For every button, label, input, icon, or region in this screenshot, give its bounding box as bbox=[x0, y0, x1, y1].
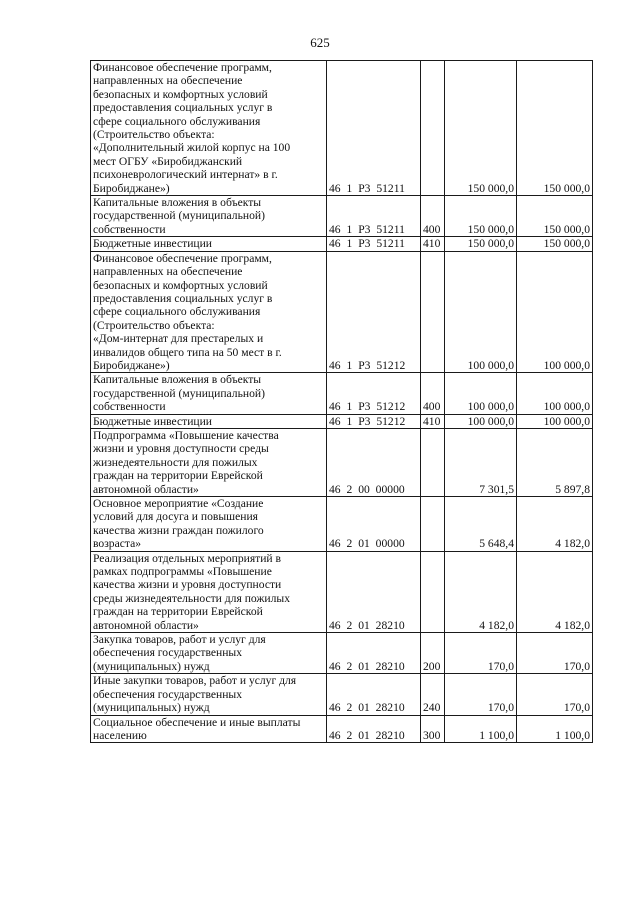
amount-year-2: 150 000,0 bbox=[517, 237, 593, 251]
row-description bbox=[91, 633, 327, 674]
amount-year-1: 150 000,0 bbox=[445, 237, 517, 251]
description-line: государственной (муниципальной) bbox=[93, 386, 265, 400]
amount-year-2: 100 000,0 bbox=[517, 373, 593, 414]
description-line: обеспечения государственных bbox=[93, 646, 243, 660]
description-line: Капитальные вложения в объекты bbox=[93, 373, 262, 387]
amount-year-1: 170,0 bbox=[445, 674, 517, 715]
amount-year-1: 150 000,0 bbox=[445, 61, 517, 196]
table-row bbox=[91, 251, 593, 373]
description-line: граждан на территории Еврейской bbox=[93, 469, 263, 483]
amount-year-1: 7 301,5 bbox=[445, 428, 517, 496]
description-line: (муниципальных) нужд bbox=[93, 701, 210, 715]
expense-type: 240 bbox=[421, 674, 445, 715]
description-line: качества жизни и уровня доступности bbox=[93, 578, 282, 592]
description-line: Закупка товаров, работ и услуг для bbox=[93, 633, 266, 647]
description-line: предоставления социальных услуг в bbox=[93, 291, 273, 305]
description-line: Бюджетные инвестиции bbox=[93, 237, 213, 251]
expense-type bbox=[421, 61, 445, 196]
amount-year-1: 1 100,0 bbox=[445, 715, 517, 743]
row-description bbox=[91, 551, 327, 632]
description-line: граждан на территории Еврейской bbox=[93, 605, 263, 619]
row-description bbox=[91, 497, 327, 552]
table-row bbox=[91, 373, 593, 414]
target-code: 46 1 P3 51211 bbox=[327, 61, 421, 196]
target-code: 46 1 P3 51212 bbox=[327, 373, 421, 414]
description-line: жизнедеятельности для пожилых bbox=[93, 455, 258, 469]
amount-year-2: 150 000,0 bbox=[517, 196, 593, 237]
table-row bbox=[91, 551, 593, 632]
target-code: 46 2 01 28210 bbox=[327, 674, 421, 715]
description-line: собственности bbox=[93, 400, 166, 414]
expense-type bbox=[421, 497, 445, 552]
expense-type bbox=[421, 251, 445, 373]
description-line: (Строительство объекта: bbox=[93, 128, 215, 142]
expense-type bbox=[421, 551, 445, 632]
description-line: условий для досуга и повышения bbox=[93, 510, 258, 524]
amount-year-2: 4 182,0 bbox=[517, 551, 593, 632]
description-line: автономной области» bbox=[93, 618, 199, 632]
description-line: Биробиджане») bbox=[93, 358, 170, 372]
row-description bbox=[91, 61, 327, 196]
description-line: Реализация отдельных мероприятий в bbox=[93, 551, 282, 565]
table-row bbox=[91, 428, 593, 496]
table-row bbox=[91, 61, 593, 196]
description-line: мест ОГБУ «Биробиджанский bbox=[93, 154, 243, 168]
description-line: обеспечения государственных bbox=[93, 687, 243, 701]
row-description bbox=[91, 196, 327, 237]
target-code: 46 1 P3 51212 bbox=[327, 251, 421, 373]
page-number: 625 bbox=[310, 35, 330, 50]
amount-year-2: 100 000,0 bbox=[517, 251, 593, 373]
expense-type: 410 bbox=[421, 237, 445, 251]
description-line: «Дом-интернат для престарелых и bbox=[93, 332, 264, 346]
description-line: автономной области» bbox=[93, 482, 199, 496]
description-line: Финансовое обеспечение программ, bbox=[93, 61, 272, 74]
target-code: 46 1 P3 51211 bbox=[327, 237, 421, 251]
amount-year-1: 150 000,0 bbox=[445, 196, 517, 237]
description-line: Биробиджане») bbox=[93, 181, 170, 195]
description-line: возраста» bbox=[93, 537, 142, 551]
row-description bbox=[91, 373, 327, 414]
target-code: 46 2 01 28210 bbox=[327, 715, 421, 743]
target-code: 46 1 P3 51211 bbox=[327, 196, 421, 237]
description-line: безопасных и комфортных условий bbox=[93, 87, 268, 101]
row-description bbox=[91, 251, 327, 373]
table-row bbox=[91, 497, 593, 552]
amount-year-2: 170,0 bbox=[517, 633, 593, 674]
target-code: 46 2 00 00000 bbox=[327, 428, 421, 496]
amount-year-2: 100 000,0 bbox=[517, 414, 593, 428]
description-line: качества жизни граждан пожилого bbox=[93, 523, 264, 537]
description-line: «Дополнительный жилой корпус на 100 bbox=[93, 141, 291, 155]
table-row bbox=[91, 674, 593, 715]
table-row bbox=[91, 237, 593, 251]
amount-year-2: 170,0 bbox=[517, 674, 593, 715]
expense-type: 400 bbox=[421, 373, 445, 414]
expense-type: 300 bbox=[421, 715, 445, 743]
amount-year-1: 4 182,0 bbox=[445, 551, 517, 632]
budget-table bbox=[90, 60, 593, 743]
target-code: 46 2 01 28210 bbox=[327, 633, 421, 674]
description-line: Социальное обеспечение и иные выплаты bbox=[93, 715, 301, 729]
amount-year-2: 5 897,8 bbox=[517, 428, 593, 496]
table-row bbox=[91, 715, 593, 743]
target-code: 46 1 P3 51212 bbox=[327, 414, 421, 428]
amount-year-2: 1 100,0 bbox=[517, 715, 593, 743]
table-row bbox=[91, 196, 593, 237]
row-description bbox=[91, 715, 327, 743]
expense-type: 400 bbox=[421, 196, 445, 237]
amount-year-1: 100 000,0 bbox=[445, 251, 517, 373]
description-line: населению bbox=[93, 728, 147, 742]
row-description bbox=[91, 414, 327, 428]
description-line: Финансовое обеспечение программ, bbox=[93, 251, 272, 265]
amount-year-1: 100 000,0 bbox=[445, 373, 517, 414]
row-description bbox=[91, 428, 327, 496]
description-line: (Строительство объекта: bbox=[93, 318, 215, 332]
table-row bbox=[91, 414, 593, 428]
description-line: среды жизнедеятельности для пожилых bbox=[93, 591, 290, 605]
description-line: жизни и уровня доступности среды bbox=[93, 442, 269, 456]
amount-year-1: 100 000,0 bbox=[445, 414, 517, 428]
description-line: сфере социального обслуживания bbox=[93, 305, 261, 319]
description-line: (муниципальных) нужд bbox=[93, 659, 210, 673]
budget-table-body bbox=[91, 61, 593, 743]
expense-type bbox=[421, 428, 445, 496]
description-line: собственности bbox=[93, 222, 166, 236]
amount-year-1: 170,0 bbox=[445, 633, 517, 674]
description-line: безопасных и комфортных условий bbox=[93, 278, 268, 292]
table-row bbox=[91, 633, 593, 674]
row-description bbox=[91, 674, 327, 715]
description-line: Основное мероприятие «Создание bbox=[93, 497, 264, 510]
description-line: инвалидов общего типа на 50 мест в г. bbox=[93, 345, 282, 359]
row-description bbox=[91, 237, 327, 251]
target-code: 46 2 01 28210 bbox=[327, 551, 421, 632]
amount-year-1: 5 648,4 bbox=[445, 497, 517, 552]
amount-year-2: 150 000,0 bbox=[517, 61, 593, 196]
expense-type: 410 bbox=[421, 414, 445, 428]
expense-type: 200 bbox=[421, 633, 445, 674]
description-line: направленных на обеспечение bbox=[93, 74, 243, 88]
description-line: Иные закупки товаров, работ и услуг для bbox=[93, 674, 297, 688]
description-line: Бюджетные инвестиции bbox=[93, 414, 213, 428]
description-line: государственной (муниципальной) bbox=[93, 209, 265, 223]
description-line: предоставления социальных услуг в bbox=[93, 101, 273, 115]
description-line: направленных на обеспечение bbox=[93, 265, 243, 279]
amount-year-2: 4 182,0 bbox=[517, 497, 593, 552]
description-line: психоневрологический интернат» в г. bbox=[93, 168, 278, 182]
description-line: Капитальные вложения в объекты bbox=[93, 196, 262, 210]
description-line: рамках подпрограммы «Повышение bbox=[93, 565, 272, 579]
description-line: Подпрограмма «Повышение качества bbox=[93, 428, 279, 442]
description-line: сфере социального обслуживания bbox=[93, 114, 261, 128]
target-code: 46 2 01 00000 bbox=[327, 497, 421, 552]
